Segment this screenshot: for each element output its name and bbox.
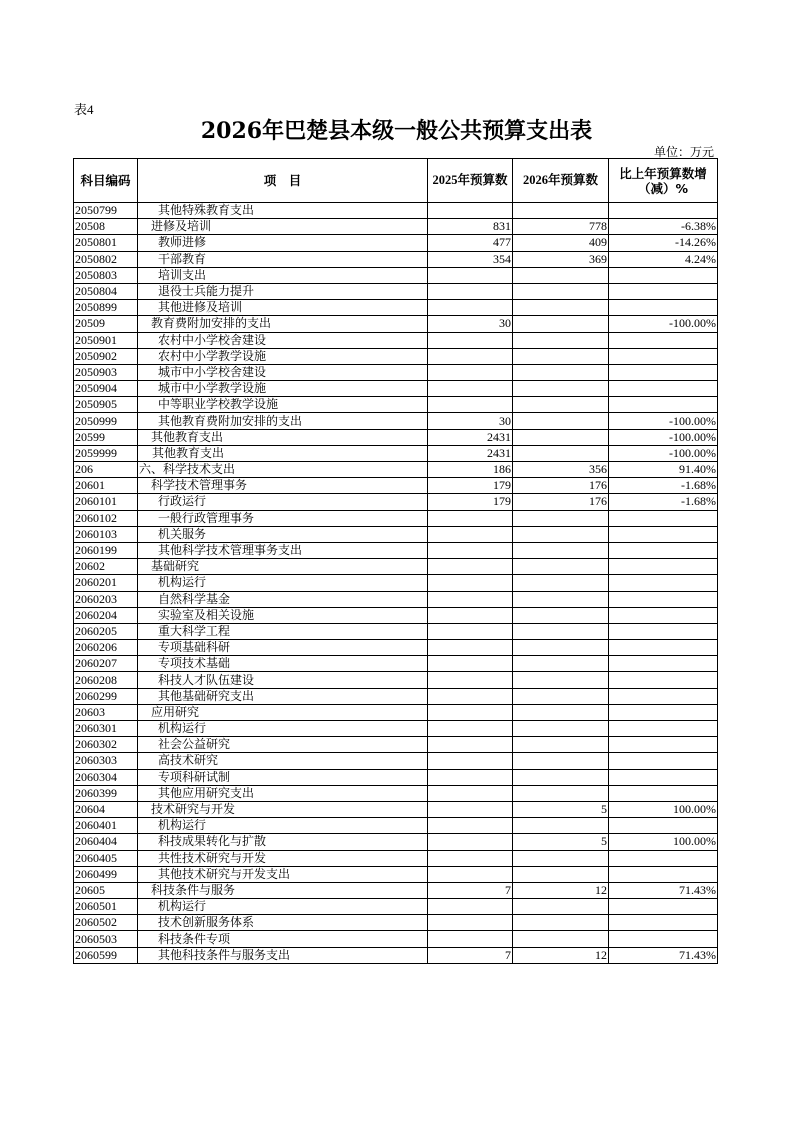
- cell-2025: 2431: [428, 429, 513, 445]
- cell-2025: 179: [428, 478, 513, 494]
- cell-change-pct: [609, 704, 718, 720]
- table-row: [74, 801, 718, 817]
- cell-code: 20603: [74, 704, 138, 720]
- cell-2026: [513, 283, 609, 299]
- cell-change-pct: -100.00%: [609, 429, 718, 445]
- cell-item-name: 科学技术管理事务: [138, 478, 428, 494]
- table-row: [74, 235, 718, 251]
- cell-2026: [513, 866, 609, 882]
- cell-change-pct: [609, 640, 718, 656]
- cell-2025: [428, 640, 513, 656]
- cell-item-name: 其他技术研究与开发支出: [138, 866, 428, 882]
- cell-change-pct: -100.00%: [609, 413, 718, 429]
- cell-2025: [428, 850, 513, 866]
- cell-2026: [513, 203, 609, 219]
- table-row: [74, 203, 718, 219]
- cell-code: 2060101: [74, 494, 138, 510]
- cell-change-pct: [609, 753, 718, 769]
- cell-2026: [513, 316, 609, 332]
- cell-change-pct: [609, 203, 718, 219]
- table-row: [74, 623, 718, 639]
- cell-change-pct: [609, 931, 718, 947]
- cell-code: 2060501: [74, 899, 138, 915]
- cell-2025: 7: [428, 947, 513, 963]
- cell-2026: [513, 300, 609, 316]
- cell-2025: 30: [428, 316, 513, 332]
- cell-code: 2050901: [74, 332, 138, 348]
- table-row: [74, 931, 718, 947]
- table-row: [74, 283, 718, 299]
- table-row: [74, 640, 718, 656]
- cell-item-name: 科技条件与服务: [138, 882, 428, 898]
- cell-item-name: 技术研究与开发: [138, 801, 428, 817]
- cell-change-pct: [609, 899, 718, 915]
- cell-code: 2060201: [74, 575, 138, 591]
- cell-code: 2060405: [74, 850, 138, 866]
- cell-2026: [513, 623, 609, 639]
- cell-2026: [513, 381, 609, 397]
- table-row: [74, 267, 718, 283]
- cell-change-pct: [609, 542, 718, 558]
- cell-2025: [428, 332, 513, 348]
- cell-2025: [428, 866, 513, 882]
- cell-code: 20601: [74, 478, 138, 494]
- cell-2026: [513, 591, 609, 607]
- cell-2026: [513, 931, 609, 947]
- table-row: [74, 704, 718, 720]
- cell-2025: 831: [428, 219, 513, 235]
- cell-change-pct: -6.38%: [609, 219, 718, 235]
- cell-2026: 778: [513, 219, 609, 235]
- cell-change-pct: 91.40%: [609, 462, 718, 478]
- cell-change-pct: -1.68%: [609, 478, 718, 494]
- table-row: [74, 575, 718, 591]
- header-change-line1: 比上年预算数增: [619, 165, 707, 181]
- table-row: [74, 737, 718, 753]
- table-row: [74, 381, 718, 397]
- table-row: [74, 947, 718, 963]
- cell-code: 20604: [74, 801, 138, 817]
- cell-2026: [513, 688, 609, 704]
- cell-item-name: 专项基础科研: [138, 640, 428, 656]
- budget-table: [73, 158, 718, 964]
- cell-change-pct: 71.43%: [609, 947, 718, 963]
- cell-change-pct: [609, 575, 718, 591]
- cell-2025: [428, 672, 513, 688]
- cell-code: 20508: [74, 219, 138, 235]
- cell-2025: [428, 510, 513, 526]
- cell-2025: [428, 397, 513, 413]
- cell-item-name: 应用研究: [138, 704, 428, 720]
- header-2025: 2025年预算数: [428, 159, 513, 203]
- cell-item-name: 科技成果转化与扩散: [138, 834, 428, 850]
- cell-code: 2060102: [74, 510, 138, 526]
- table-row: [74, 510, 718, 526]
- cell-code: 2060208: [74, 672, 138, 688]
- cell-2025: [428, 381, 513, 397]
- cell-code: 2060299: [74, 688, 138, 704]
- cell-item-name: 农村中小学教学设施: [138, 348, 428, 364]
- cell-code: 206: [74, 462, 138, 478]
- cell-change-pct: [609, 607, 718, 623]
- cell-item-name: 退役士兵能力提升: [138, 283, 428, 299]
- header-change-line2: （减）%: [637, 180, 689, 196]
- table-row: [74, 316, 718, 332]
- table-row: [74, 899, 718, 915]
- cell-item-name: 其他科学技术管理事务支出: [138, 542, 428, 558]
- cell-change-pct: [609, 737, 718, 753]
- cell-2026: [513, 704, 609, 720]
- cell-item-name: 科技条件专项: [138, 931, 428, 947]
- cell-2026: [513, 753, 609, 769]
- table-row: [74, 834, 718, 850]
- cell-item-name: 行政运行: [138, 494, 428, 510]
- cell-2026: [513, 429, 609, 445]
- table-row: [74, 542, 718, 558]
- cell-2025: [428, 785, 513, 801]
- table-row: [74, 478, 718, 494]
- cell-change-pct: [609, 623, 718, 639]
- cell-2026: [513, 785, 609, 801]
- cell-change-pct: [609, 381, 718, 397]
- cell-change-pct: [609, 364, 718, 380]
- cell-item-name: 进修及培训: [138, 219, 428, 235]
- cell-code: 2050903: [74, 364, 138, 380]
- cell-item-name: 自然科学基金: [138, 591, 428, 607]
- cell-2026: [513, 397, 609, 413]
- cell-item-name: 专项科研试制: [138, 769, 428, 785]
- table-row: [74, 526, 718, 542]
- cell-change-pct: [609, 300, 718, 316]
- table-row: [74, 915, 718, 931]
- cell-code: 2050904: [74, 381, 138, 397]
- cell-2026: [513, 413, 609, 429]
- table-row: [74, 850, 718, 866]
- header-change: [609, 159, 718, 203]
- cell-2025: 354: [428, 251, 513, 267]
- cell-code: 2060503: [74, 931, 138, 947]
- cell-2026: [513, 915, 609, 931]
- cell-change-pct: [609, 688, 718, 704]
- cell-2026: 5: [513, 834, 609, 850]
- cell-2025: [428, 348, 513, 364]
- cell-2025: 30: [428, 413, 513, 429]
- cell-2026: [513, 348, 609, 364]
- cell-item-name: 干部教育: [138, 251, 428, 267]
- cell-item-name: 机构运行: [138, 721, 428, 737]
- cell-change-pct: [609, 818, 718, 834]
- cell-2025: [428, 915, 513, 931]
- cell-2025: [428, 721, 513, 737]
- cell-item-name: 其他基础研究支出: [138, 688, 428, 704]
- cell-2026: [513, 672, 609, 688]
- cell-change-pct: [609, 785, 718, 801]
- cell-2025: [428, 753, 513, 769]
- cell-code: 2060103: [74, 526, 138, 542]
- cell-2026: [513, 510, 609, 526]
- cell-2025: [428, 283, 513, 299]
- cell-change-pct: [609, 721, 718, 737]
- cell-item-name: 其他教育支出: [138, 429, 428, 445]
- table-row: [74, 300, 718, 316]
- cell-code: 2060303: [74, 753, 138, 769]
- cell-code: 2060399: [74, 785, 138, 801]
- cell-change-pct: [609, 332, 718, 348]
- cell-item-name: 基础研究: [138, 559, 428, 575]
- cell-2025: [428, 688, 513, 704]
- cell-2025: [428, 899, 513, 915]
- cell-2025: [428, 623, 513, 639]
- cell-2025: [428, 526, 513, 542]
- table-row: [74, 672, 718, 688]
- cell-change-pct: [609, 866, 718, 882]
- cell-code: 2060599: [74, 947, 138, 963]
- cell-2025: 179: [428, 494, 513, 510]
- cell-code: 2050999: [74, 413, 138, 429]
- cell-change-pct: -1.68%: [609, 494, 718, 510]
- cell-2025: 7: [428, 882, 513, 898]
- cell-change-pct: [609, 283, 718, 299]
- cell-item-name: 城市中小学校舍建设: [138, 364, 428, 380]
- table-row: [74, 445, 718, 461]
- cell-code: 2050899: [74, 300, 138, 316]
- cell-item-name: 六、科学技术支出: [138, 462, 428, 478]
- cell-2026: [513, 640, 609, 656]
- cell-2025: [428, 300, 513, 316]
- cell-2025: 477: [428, 235, 513, 251]
- cell-2025: [428, 834, 513, 850]
- cell-2025: [428, 591, 513, 607]
- cell-2026: [513, 850, 609, 866]
- cell-2026: 176: [513, 494, 609, 510]
- cell-item-name: 机构运行: [138, 575, 428, 591]
- cell-2025: [428, 704, 513, 720]
- table-row: [74, 397, 718, 413]
- table-body: [74, 203, 718, 964]
- cell-item-name: 机关服务: [138, 526, 428, 542]
- cell-code: 2060206: [74, 640, 138, 656]
- cell-2025: [428, 542, 513, 558]
- cell-change-pct: 100.00%: [609, 801, 718, 817]
- table-row: [74, 494, 718, 510]
- table-row: [74, 607, 718, 623]
- table-row: [74, 866, 718, 882]
- cell-change-pct: 4.24%: [609, 251, 718, 267]
- table-row: [74, 818, 718, 834]
- cell-item-name: 重大科学工程: [138, 623, 428, 639]
- cell-item-name: 高技术研究: [138, 753, 428, 769]
- table-row: [74, 332, 718, 348]
- cell-change-pct: [609, 656, 718, 672]
- cell-change-pct: [609, 769, 718, 785]
- cell-2025: [428, 801, 513, 817]
- cell-2025: 2431: [428, 445, 513, 461]
- cell-item-name: 技术创新服务体系: [138, 915, 428, 931]
- cell-2026: [513, 542, 609, 558]
- cell-2026: [513, 721, 609, 737]
- cell-code: 2060203: [74, 591, 138, 607]
- table-row: [74, 688, 718, 704]
- cell-item-name: 机构运行: [138, 818, 428, 834]
- cell-2025: [428, 575, 513, 591]
- cell-change-pct: [609, 267, 718, 283]
- cell-2026: [513, 737, 609, 753]
- unit-label: 单位：万元: [653, 145, 714, 159]
- cell-2026: [513, 364, 609, 380]
- cell-code: 2050802: [74, 251, 138, 267]
- cell-change-pct: [609, 591, 718, 607]
- cell-2026: [513, 526, 609, 542]
- cell-2026: 12: [513, 947, 609, 963]
- cell-2026: 409: [513, 235, 609, 251]
- cell-code: 2060302: [74, 737, 138, 753]
- cell-item-name: 教育费附加安排的支出: [138, 316, 428, 332]
- cell-item-name: 中等职业学校教学设施: [138, 397, 428, 413]
- cell-change-pct: 71.43%: [609, 882, 718, 898]
- cell-item-name: 农村中小学校舍建设: [138, 332, 428, 348]
- cell-item-name: 专项技术基础: [138, 656, 428, 672]
- cell-2025: [428, 931, 513, 947]
- cell-item-name: 其他应用研究支出: [138, 785, 428, 801]
- table-row: [74, 721, 718, 737]
- cell-change-pct: [609, 672, 718, 688]
- cell-code: 2059999: [74, 445, 138, 461]
- cell-code: 2060304: [74, 769, 138, 785]
- cell-item-name: 其他进修及培训: [138, 300, 428, 316]
- cell-code: 2050801: [74, 235, 138, 251]
- cell-change-pct: [609, 397, 718, 413]
- cell-item-name: 培训支出: [138, 267, 428, 283]
- table-row: [74, 753, 718, 769]
- cell-code: 2060207: [74, 656, 138, 672]
- cell-2025: [428, 267, 513, 283]
- cell-2025: [428, 737, 513, 753]
- table-row: [74, 656, 718, 672]
- cell-2026: [513, 899, 609, 915]
- cell-2026: [513, 445, 609, 461]
- cell-item-name: 教师进修: [138, 235, 428, 251]
- cell-item-name: 其他科技条件与服务支出: [138, 947, 428, 963]
- cell-change-pct: [609, 348, 718, 364]
- cell-code: 20605: [74, 882, 138, 898]
- table-row: [74, 882, 718, 898]
- table-number: 表4: [74, 102, 94, 117]
- header-code: 科目编码: [74, 159, 138, 203]
- cell-item-name: 一般行政管理事务: [138, 510, 428, 526]
- cell-code: 2060301: [74, 721, 138, 737]
- cell-2026: [513, 575, 609, 591]
- cell-2025: [428, 769, 513, 785]
- cell-item-name: 实验室及相关设施: [138, 607, 428, 623]
- cell-code: 2060205: [74, 623, 138, 639]
- cell-change-pct: -100.00%: [609, 316, 718, 332]
- cell-code: 20602: [74, 559, 138, 575]
- cell-item-name: 其他教育支出: [138, 445, 428, 461]
- cell-2026: [513, 607, 609, 623]
- cell-item-name: 共性技术研究与开发: [138, 850, 428, 866]
- cell-change-pct: -100.00%: [609, 445, 718, 461]
- cell-code: 2050803: [74, 267, 138, 283]
- cell-change-pct: [609, 526, 718, 542]
- cell-change-pct: [609, 559, 718, 575]
- cell-2025: [428, 818, 513, 834]
- cell-item-name: 其他特殊教育支出: [138, 203, 428, 219]
- cell-change-pct: [609, 915, 718, 931]
- cell-2025: [428, 559, 513, 575]
- table-row: [74, 348, 718, 364]
- cell-2026: [513, 769, 609, 785]
- cell-2026: 356: [513, 462, 609, 478]
- cell-2026: 176: [513, 478, 609, 494]
- table-row: [74, 219, 718, 235]
- table-row: [74, 769, 718, 785]
- header-2026: 2026年预算数: [513, 159, 609, 203]
- cell-code: 2050804: [74, 283, 138, 299]
- cell-2026: 5: [513, 801, 609, 817]
- page-title: 2026年巴楚县本级一般公共预算支出表: [200, 118, 593, 144]
- cell-2025: [428, 656, 513, 672]
- table-row: [74, 413, 718, 429]
- cell-item-name: 科技人才队伍建设: [138, 672, 428, 688]
- cell-code: 2060199: [74, 542, 138, 558]
- table-row: [74, 462, 718, 478]
- cell-2026: [513, 267, 609, 283]
- cell-2025: [428, 203, 513, 219]
- cell-2026: [513, 818, 609, 834]
- cell-code: 20599: [74, 429, 138, 445]
- cell-code: 2050905: [74, 397, 138, 413]
- cell-2026: 12: [513, 882, 609, 898]
- cell-2026: [513, 332, 609, 348]
- cell-2025: 186: [428, 462, 513, 478]
- cell-2026: [513, 559, 609, 575]
- header-item: 项 目: [138, 159, 428, 203]
- cell-item-name: 城市中小学教学设施: [138, 381, 428, 397]
- cell-item-name: 社会公益研究: [138, 737, 428, 753]
- cell-2026: 369: [513, 251, 609, 267]
- cell-change-pct: 100.00%: [609, 834, 718, 850]
- cell-item-name: 其他教育费附加安排的支出: [138, 413, 428, 429]
- cell-code: 2060502: [74, 915, 138, 931]
- table-row: [74, 251, 718, 267]
- cell-code: 2050799: [74, 203, 138, 219]
- table-header-row: [74, 159, 718, 203]
- table-row: [74, 559, 718, 575]
- cell-code: 20509: [74, 316, 138, 332]
- cell-code: 2060404: [74, 834, 138, 850]
- table-row: [74, 364, 718, 380]
- table-row: [74, 591, 718, 607]
- cell-2025: [428, 607, 513, 623]
- cell-item-name: 机构运行: [138, 899, 428, 915]
- cell-2025: [428, 364, 513, 380]
- cell-code: 2060204: [74, 607, 138, 623]
- table-row: [74, 785, 718, 801]
- cell-code: 2060401: [74, 818, 138, 834]
- cell-code: 2060499: [74, 866, 138, 882]
- cell-2026: [513, 656, 609, 672]
- table-row: [74, 429, 718, 445]
- cell-code: 2050902: [74, 348, 138, 364]
- cell-change-pct: [609, 510, 718, 526]
- cell-change-pct: -14.26%: [609, 235, 718, 251]
- cell-change-pct: [609, 850, 718, 866]
